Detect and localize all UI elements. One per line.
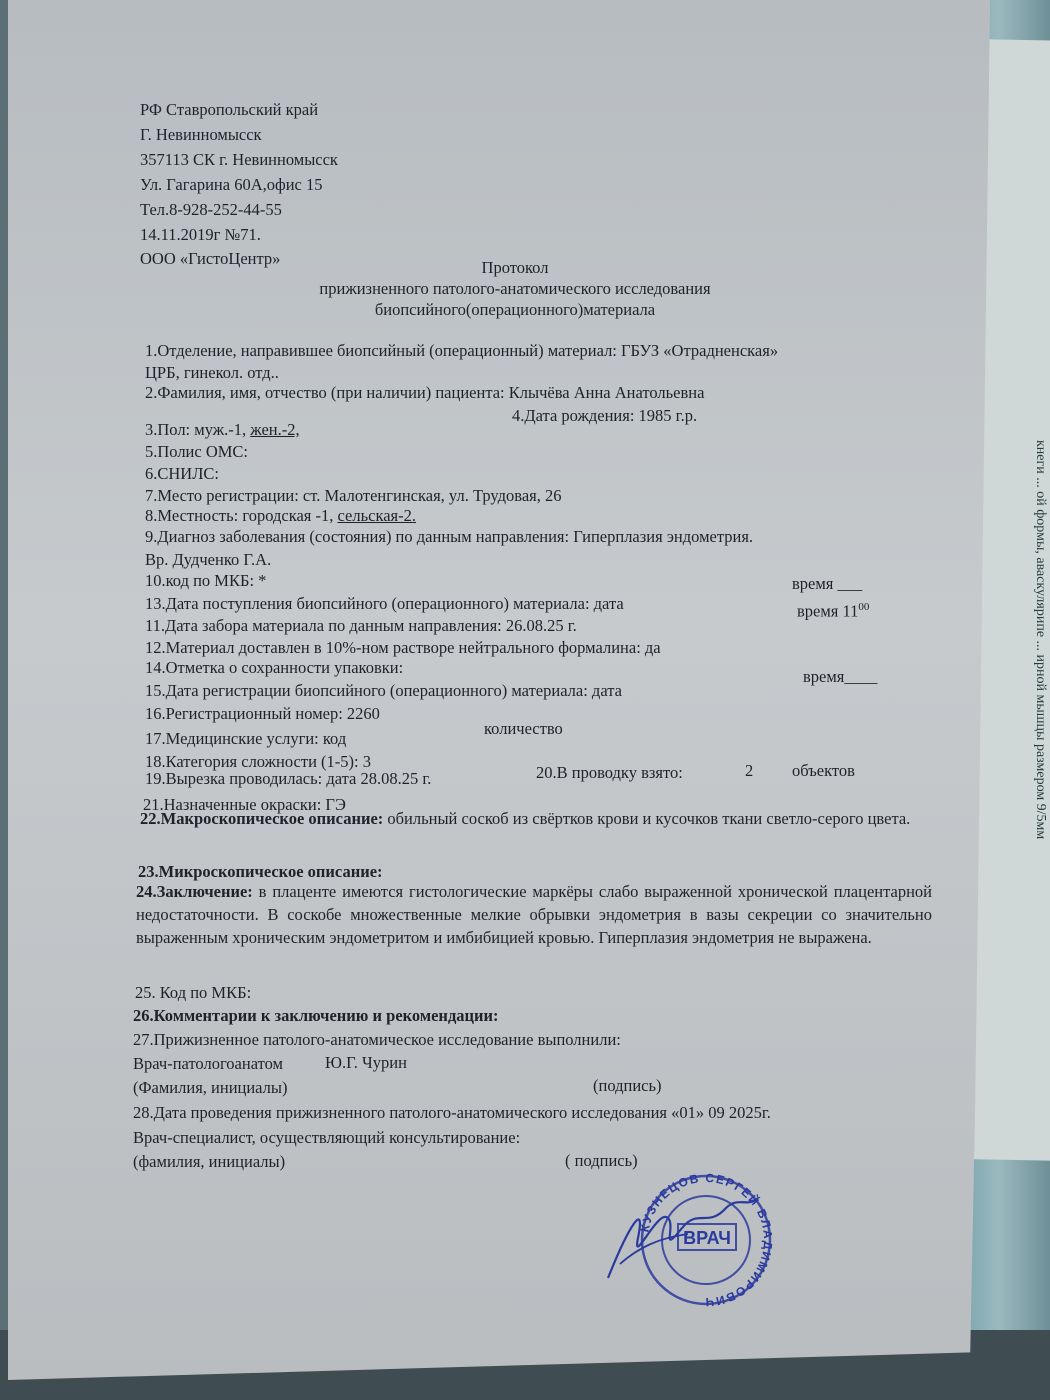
sex-options: 3.Пол: муж.-1, (145, 420, 251, 439)
header-phone: Тел.8-928-252-44-55 (140, 200, 282, 219)
section-conclusion (136, 880, 932, 949)
section-performed-by: 27.Прижизненное патолого-анатомическое исследование выполнили: (133, 1030, 621, 1049)
comments-label: 26.Комментарии к заключению и рекомендации: (133, 1006, 499, 1025)
field-sex (145, 420, 300, 440)
field-services: 17.Медицинские услуги: код (145, 729, 347, 748)
pathologist-name: Ю.Г. Чурин (325, 1053, 407, 1072)
section-study-date: 28.Дата проведения прижизненного патолого-анатомического исследования «01» 09 2025г. (133, 1103, 771, 1122)
header-postal: 357113 СК г. Невинномысск (140, 150, 338, 169)
field-department-cont: ЦРБ, гинекол. отд.. (145, 363, 279, 382)
field-snils: 6.СНИЛС: (145, 464, 219, 483)
field-diagnosis: 9.Диагноз заболевания (состояния) по данным направления: Гиперплазия эндометрия. (145, 527, 754, 546)
macroscopic-label: 22.Макроскопическое описание: (140, 809, 384, 828)
header-region: РФ Ставропольский край (140, 100, 319, 119)
conclusion-label: 24.Заключение: (136, 882, 253, 901)
field-processing-unit: объектов (792, 761, 855, 780)
section-mkb-code: 25. Код по МКБ: (135, 983, 252, 1002)
field-stains: 21.Назначенные окраски: ГЭ (143, 795, 346, 814)
locality-selected: сельская-2. (337, 506, 416, 525)
field-processing-label: 20.В проводку взято: (536, 763, 683, 782)
field-receipt-date: 13.Дата поступления биопсийного (операционного) материала: дата (145, 594, 624, 613)
sex-selected: жен.-2, (250, 420, 300, 439)
stamp-ring-text: КУЗНЕЦОВ СЕРГЕЙ ВЛАДИМИРОВИЧ (637, 1170, 776, 1310)
sampling-time-minutes: 00 (858, 601, 870, 613)
field-oms: 5.Полис ОМС: (145, 442, 249, 461)
field-locality (145, 506, 416, 526)
field-sampling-time (797, 597, 869, 622)
doc-subtitle-2: биопсийного(операционного)материала (374, 300, 656, 319)
signature-caption-2: ( подпись) (565, 1151, 638, 1170)
consultant-label: Врач-специалист, осуществляющий консультирование: (133, 1128, 521, 1147)
signature-caption: (подпись) (593, 1076, 662, 1095)
underlying-paper-text: кнеги ... ой формы, аваскулярипе ... ирной мышцы размером 9/5мм (1033, 440, 1048, 840)
header-city: Г. Невинномысск (140, 125, 262, 144)
field-services-qty: количество (484, 719, 563, 738)
microscopic-label: 23.Микроскопическое описание: (138, 862, 383, 881)
field-registration-date: 15.Дата регистрации биопсийного (операционного) материала: дата (145, 681, 622, 700)
macroscopic-text: обильный соскоб из свёртков крови и кусочков ткани светло-серого цвета. (383, 809, 911, 828)
section-microscopic (138, 862, 383, 882)
field-processing-count: 2 (745, 761, 754, 780)
stamp-center-text: ВРАЧ (683, 1228, 731, 1248)
section-comments (133, 1006, 499, 1026)
conclusion-text: в плаценте имеются гистологические маркёры слабо выраженной хронической плацентарной недостаточности. В соскобе множественные мелкие обрывки эндометрия в вазы секреции со значительно выраженным хроническим эндометритом и имбибицией кровью. Гиперплазия эндометрия не выражена. (136, 882, 932, 947)
field-formalin: 12.Материал доставлен в 10%-ном растворе нейтрального формалина: да (145, 638, 661, 657)
field-registration: 7.Место регистрации: ст. Малотенгинская, ул. Трудовая, 26 (145, 486, 562, 505)
field-package: 14.Отметка о сохранности упаковки: (145, 658, 404, 677)
field-department: 1.Отделение, направившее биопсийный (операционный) материал: ГБУЗ «Отрадненская» (145, 341, 779, 360)
doc-subtitle-1: прижизненного патолого-анатомического исследования (319, 279, 711, 298)
header-street: Ул. Гагарина 60А,офис 15 (140, 175, 323, 194)
name-caption-2: (фамилия, инициалы) (133, 1152, 286, 1171)
field-complexity: 18.Категория сложности (1-5): 3 (145, 752, 371, 771)
section-macroscopic (140, 807, 926, 830)
header-org: ООО «ГистоЦентр» (140, 249, 281, 268)
field-cutting-date: 19.Вырезка проводилась: дата 28.08.25 г. (145, 769, 432, 788)
field-birth-date: 4.Дата рождения: 1985 г.р. (512, 406, 698, 425)
header-license: 14.11.2019г №71. (140, 225, 261, 244)
doctor-stamp (598, 1168, 798, 1318)
field-patient-name: 2.Фамилия, имя, отчество (при наличии) пациента: Клычёва Анна Анатольевна (145, 383, 705, 402)
field-referring-doctor: Вр. Дудченко Г.А. (145, 550, 272, 569)
field-receipt-time: время ___ (792, 574, 863, 593)
doc-title: Протокол (481, 258, 549, 277)
field-registration-time: время____ (803, 667, 878, 686)
name-caption: (Фамилия, инициалы) (133, 1078, 288, 1097)
field-mkb-code: 10.код по МКБ: * (145, 571, 267, 590)
field-reg-number: 16.Регистрационный номер: 2260 (145, 704, 380, 723)
field-sampling-date: 11.Дата забора материала по данным направления: 26.08.25 г. (145, 616, 577, 635)
sampling-time-label: время 11 (797, 601, 859, 621)
pathologist-role: Врач-патологоанатом (133, 1054, 283, 1073)
locality-options: 8.Местность: городская -1, (145, 506, 338, 525)
